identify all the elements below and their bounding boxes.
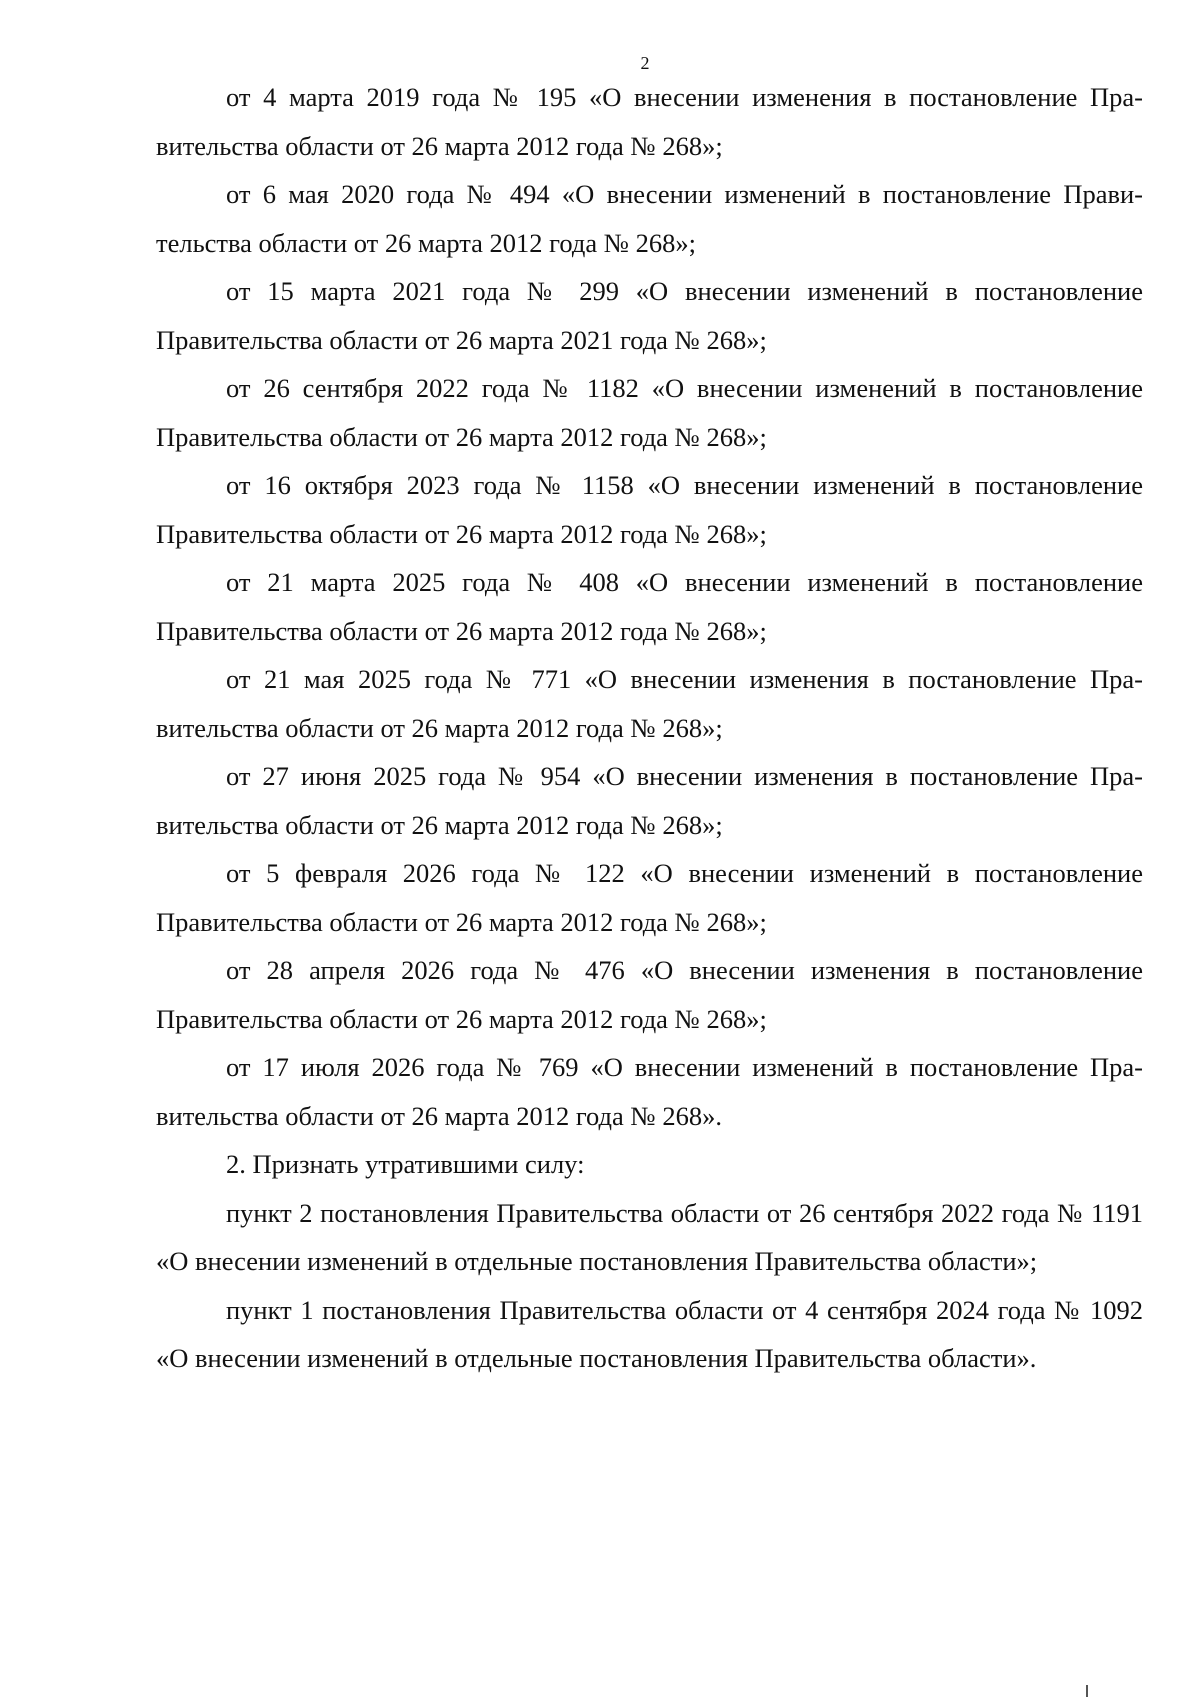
list-item-repealed-point-2: пункт 2 постановления Правительства области от 26 сентября 2022 года № 1191 «О внесении изменений в отдельные постановления Правительства области»; — [156, 1197, 1143, 1276]
list-item-decree-2025-june: от 27 июня 2025 года № 954 «О внесении изменения в постановление Правительства области от 26 марта 2012 года № 268»; — [156, 761, 1143, 840]
page-number: 2 — [640, 53, 650, 73]
list-item-decree-2023: от 16 октября 2023 года № 1158 «О внесении изменений в постановление Правительства области от 26 марта 2012 года № 268»; — [156, 470, 1143, 549]
scan-edge-mark — [1086, 1685, 1088, 1697]
list-item-decree-2019: от 4 марта 2019 года № 195 «О внесении изменения в постановление Правительства области от 26 марта 2012 года № 268»; — [156, 82, 1143, 161]
list-item-decree-2022: от 26 сентября 2022 года № 1182 «О внесении изменений в постановление Правительства области от 26 марта 2012 года № 268»; — [156, 373, 1143, 452]
list-item-decree-2026-april: от 28 апреля 2026 года № 476 «О внесении изменения в постановление Правительства области от 26 марта 2012 года № 268»; — [156, 955, 1143, 1034]
list-item-decree-2021: от 15 марта 2021 года № 299 «О внесении изменений в постановление Правительства области от 26 марта 2021 года № 268»; — [156, 276, 1143, 355]
list-item-decree-2025-may: от 21 мая 2025 года № 771 «О внесении изменения в постановление Правительства области от 26 марта 2012 года № 268»; — [156, 664, 1143, 743]
list-item-decree-2020: от 6 мая 2020 года № 494 «О внесении изменений в постановление Правительства области от 26 марта 2012 года № 268»; — [156, 179, 1143, 258]
list-item-decree-2025-march: от 21 марта 2025 года № 408 «О внесении изменений в постановление Правительства области от 26 марта 2012 года № 268»; — [156, 567, 1143, 646]
list-item-decree-2026-july: от 17 июля 2026 года № 769 «О внесении изменений в постановление Правительства области от 26 марта 2012 года № 268». — [156, 1052, 1143, 1131]
document-body — [156, 73, 1143, 1383]
list-item-decree-2026-february: от 5 февраля 2026 года № 122 «О внесении изменений в постановление Правительства области от 26 марта 2012 года № 268»; — [156, 858, 1143, 937]
list-item-repealed-point-1: пункт 1 постановления Правительства области от 4 сентября 2024 года № 1092 «О внесении изменений в отдельные постановления Правительства области». — [156, 1294, 1143, 1373]
section-heading-item-2: 2. Признать утратившими силу: — [226, 1149, 585, 1179]
